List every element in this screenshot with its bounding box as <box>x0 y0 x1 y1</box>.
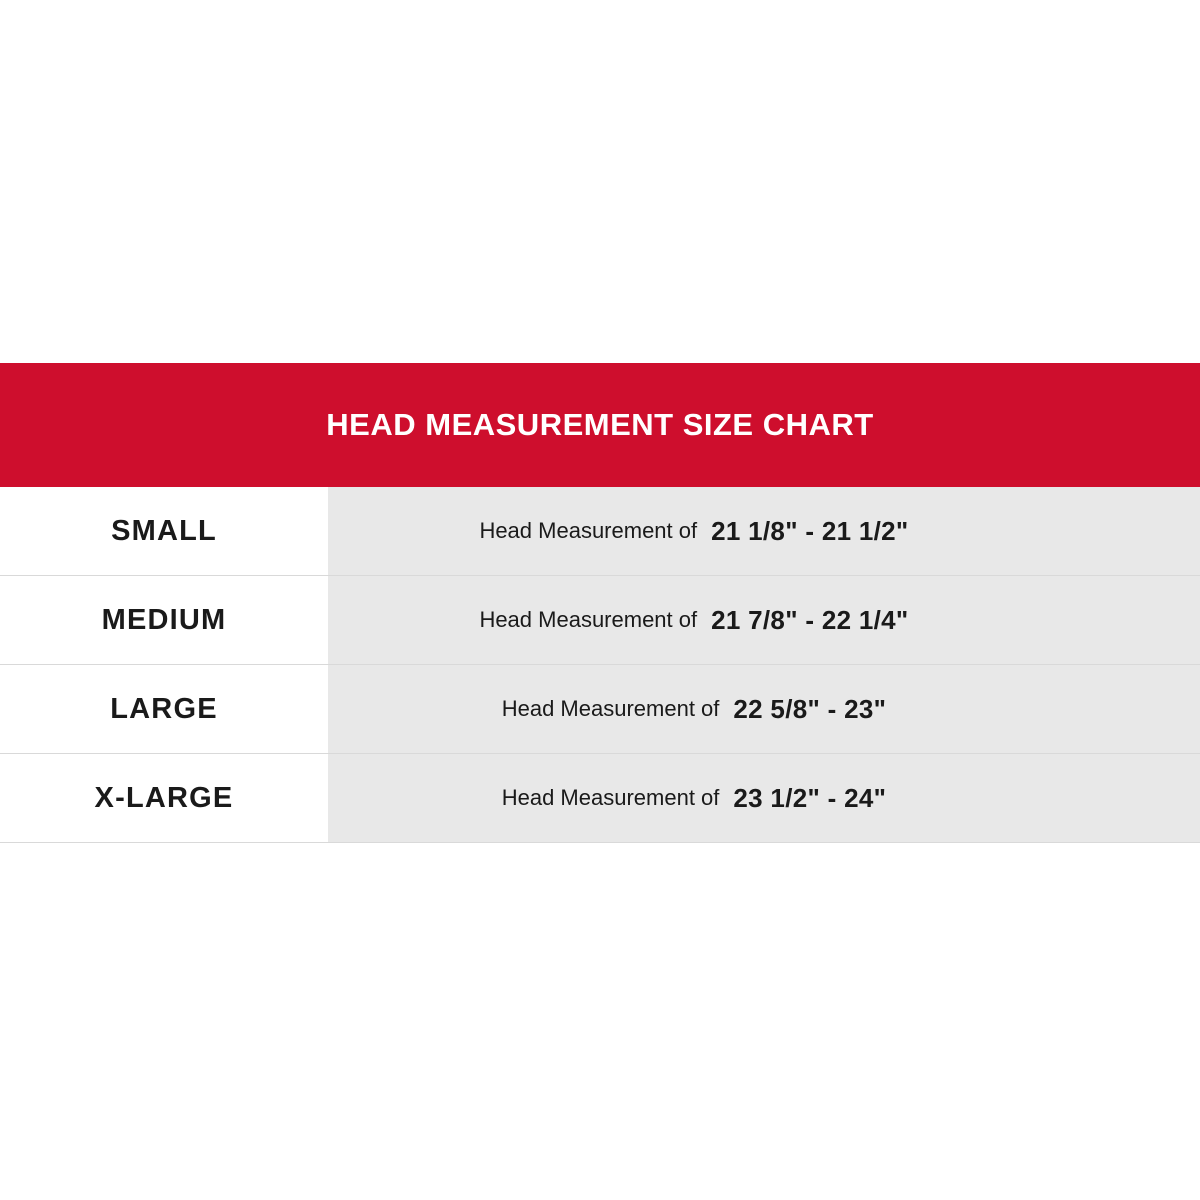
size-label: X-LARGE <box>94 781 234 814</box>
measurement-value: 23 1/2" - 24" <box>733 782 887 813</box>
size-cell <box>0 487 328 575</box>
table-row <box>0 487 1200 576</box>
measurement-value: 21 7/8" - 22 1/4" <box>711 604 909 635</box>
measurement-cell <box>328 487 1200 575</box>
measurement-cell <box>328 665 1200 753</box>
page-title: HEAD MEASUREMENT SIZE CHART <box>326 407 874 442</box>
size-cell <box>0 665 328 753</box>
measurement-value: 22 5/8" - 23" <box>733 693 887 724</box>
table-row <box>0 576 1200 665</box>
measurement-cell <box>328 576 1200 664</box>
size-label: LARGE <box>110 692 218 725</box>
measurement-cell <box>328 754 1200 842</box>
measurement-value: 21 1/8" - 21 1/2" <box>711 515 909 546</box>
chart-header <box>0 363 1200 487</box>
measurement-prefix: Head Measurement of <box>501 696 720 721</box>
size-cell <box>0 576 328 664</box>
size-cell <box>0 754 328 842</box>
measurement-prefix: Head Measurement of <box>501 785 720 810</box>
measurement-prefix: Head Measurement of <box>479 518 698 543</box>
measurement-prefix: Head Measurement of <box>479 607 698 632</box>
size-label: SMALL <box>111 514 217 547</box>
table-row <box>0 754 1200 843</box>
table-row <box>0 665 1200 754</box>
size-chart-table <box>0 487 1200 843</box>
head-measurement-size-chart <box>0 363 1200 843</box>
size-label: MEDIUM <box>101 603 227 636</box>
